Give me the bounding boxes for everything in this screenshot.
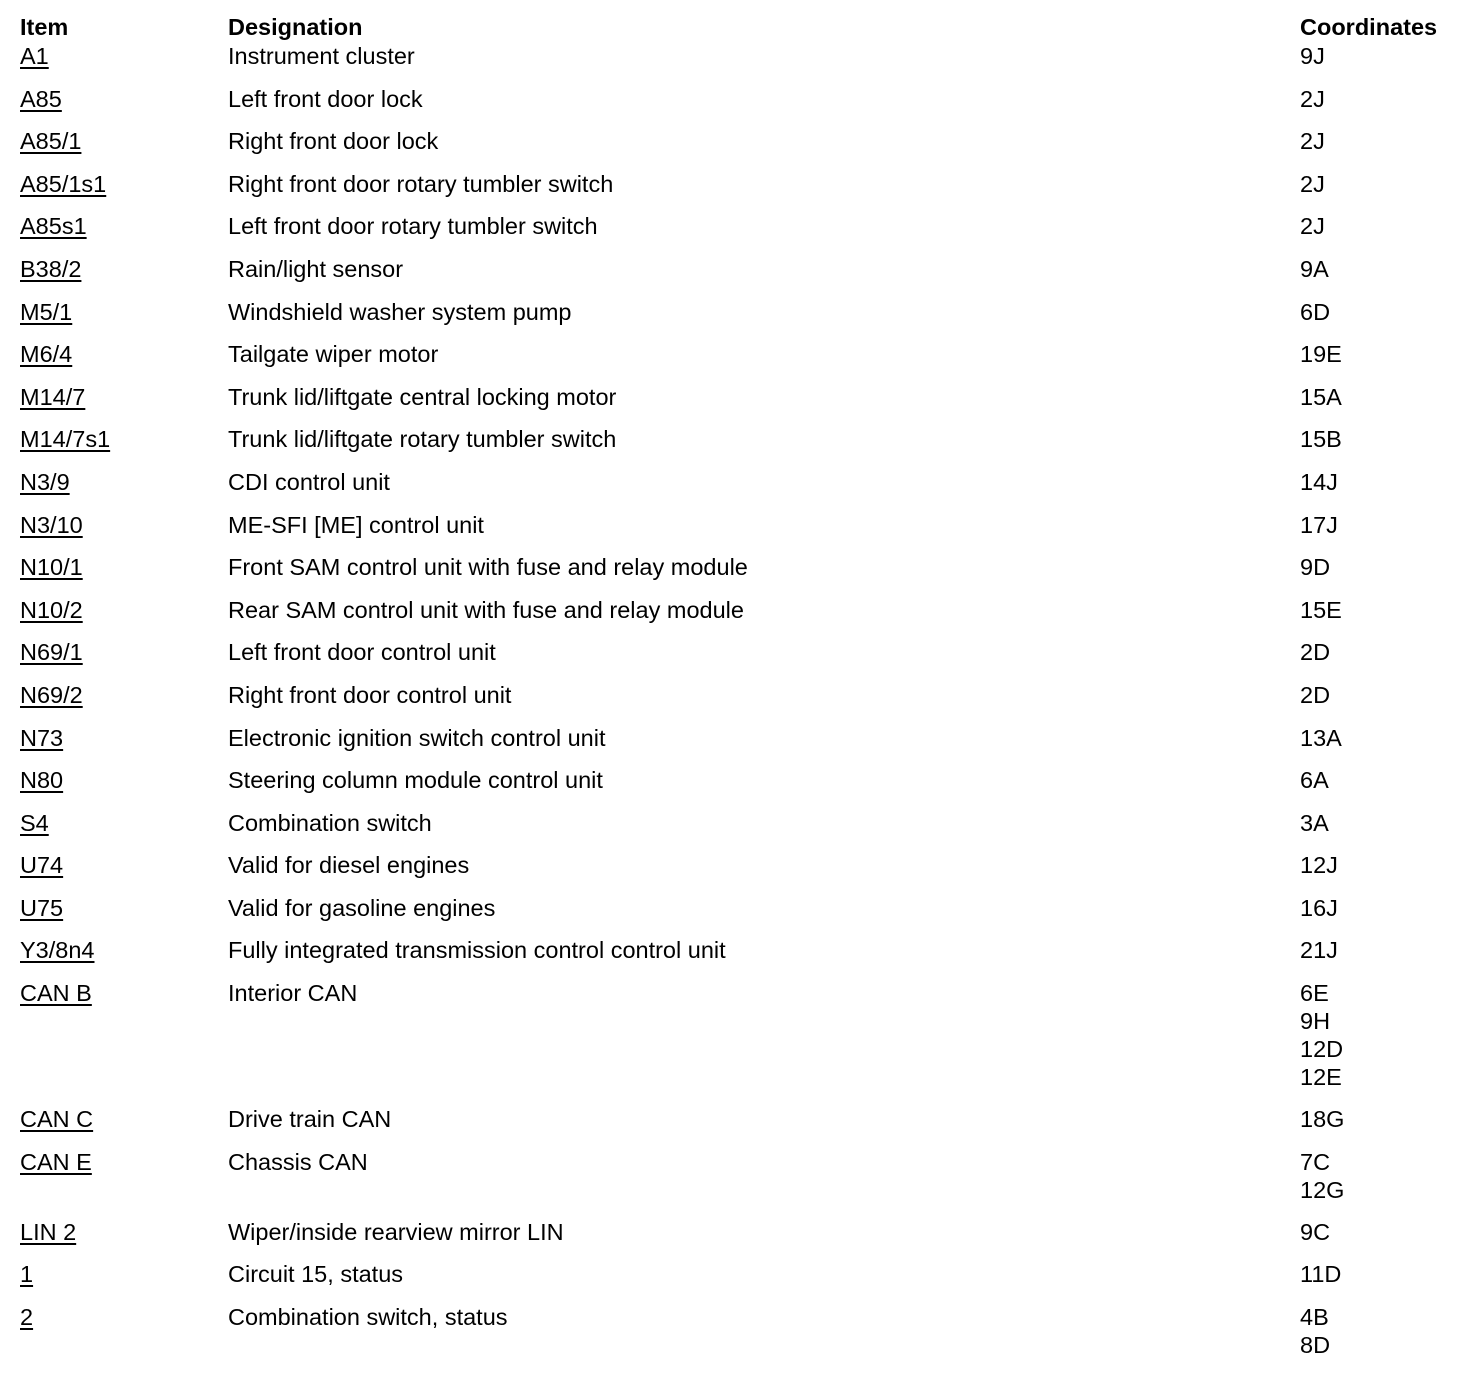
item-cell (0, 425, 228, 468)
item-cell (0, 255, 228, 298)
table-row (0, 809, 1472, 852)
designation-cell: Combination switch (228, 809, 432, 836)
item-link[interactable]: M5/1 (20, 298, 73, 325)
designation-cell: Trunk lid/liftgate rotary tumbler switch (228, 426, 617, 453)
coordinates-cell (1300, 1148, 1472, 1218)
header-row (0, 0, 1472, 42)
coordinates-cell (1300, 1218, 1472, 1261)
coordinates-cell (1300, 851, 1472, 894)
coordinates-cell (1300, 127, 1472, 170)
item-cell (0, 936, 228, 979)
item-link[interactable]: S4 (20, 809, 49, 836)
designation-cell: Right front door lock (228, 128, 439, 155)
coordinate-value: 16J (1300, 894, 1338, 921)
coordinate-value: 12D (1300, 1036, 1344, 1063)
coordinate-value: 12G (1300, 1176, 1345, 1203)
item-cell (0, 85, 228, 128)
coordinates-cell (1300, 340, 1472, 383)
coordinate-value: 19E (1300, 341, 1342, 368)
item-link[interactable]: A85/1 (20, 128, 82, 155)
item-cell (0, 851, 228, 894)
table-row (0, 1260, 1472, 1303)
coordinates-cell (1300, 979, 1472, 1105)
item-cell (0, 511, 228, 554)
designation-cell: Drive train CAN (228, 1106, 392, 1133)
designation-cell: Rear SAM control unit with fuse and relay module (228, 596, 744, 623)
table-row (0, 170, 1472, 213)
item-link[interactable]: N80 (20, 767, 64, 794)
table-row (0, 596, 1472, 639)
coordinates-cell (1300, 298, 1472, 341)
designation-cell: Wiper/inside rearview mirror LIN (228, 1218, 564, 1245)
table-row (0, 298, 1472, 341)
item-cell (0, 979, 228, 1105)
item-cell (0, 1303, 228, 1373)
item-cell (0, 638, 228, 681)
coordinate-value: 6E (1300, 980, 1329, 1007)
coordinates-cell (1300, 936, 1472, 979)
table-row (0, 511, 1472, 554)
designation-cell: Left front door lock (228, 85, 423, 112)
designation-column-header: Designation (228, 14, 363, 40)
item-link[interactable]: 2 (20, 1303, 34, 1330)
table-row (0, 1218, 1472, 1261)
table-row (0, 340, 1472, 383)
coordinates-cell (1300, 766, 1472, 809)
item-column-header: Item (20, 14, 69, 40)
coordinate-value: 9A (1300, 255, 1329, 282)
coordinates-cell (1300, 553, 1472, 596)
coordinate-value: 12E (1300, 1064, 1342, 1091)
designation-cell: Right front door rotary tumbler switch (228, 170, 614, 197)
table-header (0, 0, 1472, 42)
table-row (0, 127, 1472, 170)
item-link[interactable]: A85s1 (20, 213, 87, 240)
item-cell (0, 1218, 228, 1261)
item-link[interactable]: M14/7 (20, 383, 86, 410)
coordinates-cell (1300, 425, 1472, 468)
table-row (0, 1303, 1472, 1373)
coordinates-cell (1300, 1105, 1472, 1148)
item-cell (0, 1148, 228, 1218)
designation-cell: Valid for diesel engines (228, 852, 470, 879)
table-row (0, 85, 1472, 128)
item-link[interactable]: N3/10 (20, 511, 83, 538)
table-row (0, 425, 1472, 468)
coordinates-cell (1300, 809, 1472, 852)
coordinates-cell (1300, 170, 1472, 213)
item-link[interactable]: N69/1 (20, 639, 83, 666)
coordinate-value: 13A (1300, 724, 1342, 751)
item-cell (0, 127, 228, 170)
coordinates-cell (1300, 212, 1472, 255)
designation-cell: CDI control unit (228, 468, 390, 495)
item-link[interactable]: LIN 2 (20, 1218, 77, 1245)
table-row (0, 724, 1472, 767)
designation-cell: Circuit 15, status (228, 1261, 404, 1288)
coordinate-value: 11D (1300, 1261, 1342, 1288)
designation-cell: Interior CAN (228, 980, 358, 1007)
coordinate-value: 4B (1300, 1303, 1329, 1330)
coordinate-value: 2D (1300, 639, 1331, 666)
item-cell (0, 170, 228, 213)
item-cell (0, 809, 228, 852)
coordinate-value: 12J (1300, 852, 1338, 879)
item-link[interactable]: N73 (20, 724, 64, 751)
item-cell (0, 894, 228, 937)
coordinate-value: 17J (1300, 511, 1338, 538)
item-cell (0, 681, 228, 724)
coordinate-value: 3A (1300, 809, 1329, 836)
designation-cell: Left front door control unit (228, 639, 496, 666)
coordinate-value: 21J (1300, 937, 1338, 964)
coordinates-cell (1300, 681, 1472, 724)
designation-cell: ME-SFI [ME] control unit (228, 511, 484, 538)
item-link[interactable]: U75 (20, 894, 64, 921)
item-link[interactable]: 1 (20, 1261, 34, 1288)
designation-cell: Windshield washer system pump (228, 298, 572, 325)
coordinate-value: 6A (1300, 767, 1329, 794)
coordinate-value: 2J (1300, 213, 1325, 240)
item-link[interactable]: M6/4 (20, 341, 73, 368)
table-body (0, 42, 1472, 1373)
coordinate-value: 15E (1300, 596, 1342, 623)
table-row (0, 681, 1472, 724)
item-link[interactable]: Y3/8n4 (20, 937, 95, 964)
designation-cell: Trunk lid/liftgate central locking motor (228, 383, 617, 410)
item-cell (0, 596, 228, 639)
designation-cell: Combination switch, status (228, 1303, 508, 1330)
coordinate-value: 18G (1300, 1106, 1345, 1133)
designation-cell: Rain/light sensor (228, 255, 404, 282)
item-cell (0, 42, 228, 85)
table-row (0, 1148, 1472, 1218)
table-row (0, 638, 1472, 681)
coordinates-cell (1300, 42, 1472, 85)
item-cell (0, 298, 228, 341)
coordinate-value: 9C (1300, 1218, 1331, 1245)
coordinate-value: 2J (1300, 85, 1325, 112)
coordinate-value: 9D (1300, 554, 1331, 581)
coordinate-value: 9J (1300, 43, 1325, 69)
coordinate-value: 15A (1300, 383, 1342, 410)
table-row (0, 894, 1472, 937)
item-link[interactable]: A1 (20, 43, 49, 69)
coordinate-value: 15B (1300, 426, 1342, 453)
table-row (0, 936, 1472, 979)
designation-cell: Front SAM control unit with fuse and relay module (228, 554, 748, 581)
item-link[interactable]: A85/1s1 (20, 170, 107, 197)
coordinate-value: 2D (1300, 681, 1331, 708)
coordinates-cell (1300, 596, 1472, 639)
table-row (0, 766, 1472, 809)
table-row (0, 1105, 1472, 1148)
designation-cell: Tailgate wiper motor (228, 341, 439, 368)
item-link[interactable]: U74 (20, 852, 64, 879)
coordinates-cell (1300, 255, 1472, 298)
coordinate-value: 8D (1300, 1331, 1331, 1358)
table-row (0, 553, 1472, 596)
designation-cell: Left front door rotary tumbler switch (228, 213, 598, 240)
coordinate-value: 7C (1300, 1148, 1331, 1175)
table-row (0, 468, 1472, 511)
table-row (0, 851, 1472, 894)
table-row (0, 255, 1472, 298)
item-cell (0, 468, 228, 511)
item-link[interactable]: CAN C (20, 1106, 94, 1133)
table-row (0, 212, 1472, 255)
designation-cell: Electronic ignition switch control unit (228, 724, 606, 751)
item-link[interactable]: CAN B (20, 980, 92, 1007)
item-link[interactable]: A85 (20, 85, 62, 112)
coordinates-cell (1300, 511, 1472, 554)
table-row (0, 979, 1472, 1105)
table-row (0, 42, 1472, 85)
coordinates-cell (1300, 724, 1472, 767)
designation-cell: Valid for gasoline engines (228, 894, 496, 921)
item-cell (0, 1260, 228, 1303)
item-cell (0, 766, 228, 809)
coordinate-value: 14J (1300, 468, 1338, 495)
coordinate-value: 2J (1300, 170, 1325, 197)
item-link[interactable]: N69/2 (20, 681, 83, 708)
designation-cell: Steering column module control unit (228, 767, 603, 794)
item-link[interactable]: N10/1 (20, 554, 83, 581)
coordinates-cell (1300, 638, 1472, 681)
designation-cell: Chassis CAN (228, 1148, 368, 1175)
coordinate-value: 6D (1300, 298, 1331, 325)
item-link[interactable]: M14/7s1 (20, 426, 111, 453)
coordinates-cell (1300, 894, 1472, 937)
coordinates-cell (1300, 1260, 1472, 1303)
item-cell (0, 383, 228, 426)
item-cell (0, 724, 228, 767)
item-cell (0, 340, 228, 383)
item-cell (0, 1105, 228, 1148)
item-link[interactable]: B38/2 (20, 255, 82, 282)
coordinates-column-header: Coordinates (1300, 14, 1438, 40)
designation-cell: Right front door control unit (228, 681, 512, 708)
table-row (0, 383, 1472, 426)
coordinate-value: 9H (1300, 1008, 1331, 1035)
coordinates-cell (1300, 85, 1472, 128)
designation-cell: Instrument cluster (228, 43, 415, 69)
item-link[interactable]: N3/9 (20, 468, 70, 495)
designation-cell: Fully integrated transmission control control unit (228, 937, 726, 964)
item-cell (0, 553, 228, 596)
item-link[interactable]: CAN E (20, 1148, 92, 1175)
coordinates-cell (1300, 468, 1472, 511)
coordinates-cell (1300, 1303, 1472, 1373)
item-link[interactable]: N10/2 (20, 596, 83, 623)
item-cell (0, 212, 228, 255)
coordinates-cell (1300, 383, 1472, 426)
coordinate-value: 2J (1300, 128, 1325, 155)
